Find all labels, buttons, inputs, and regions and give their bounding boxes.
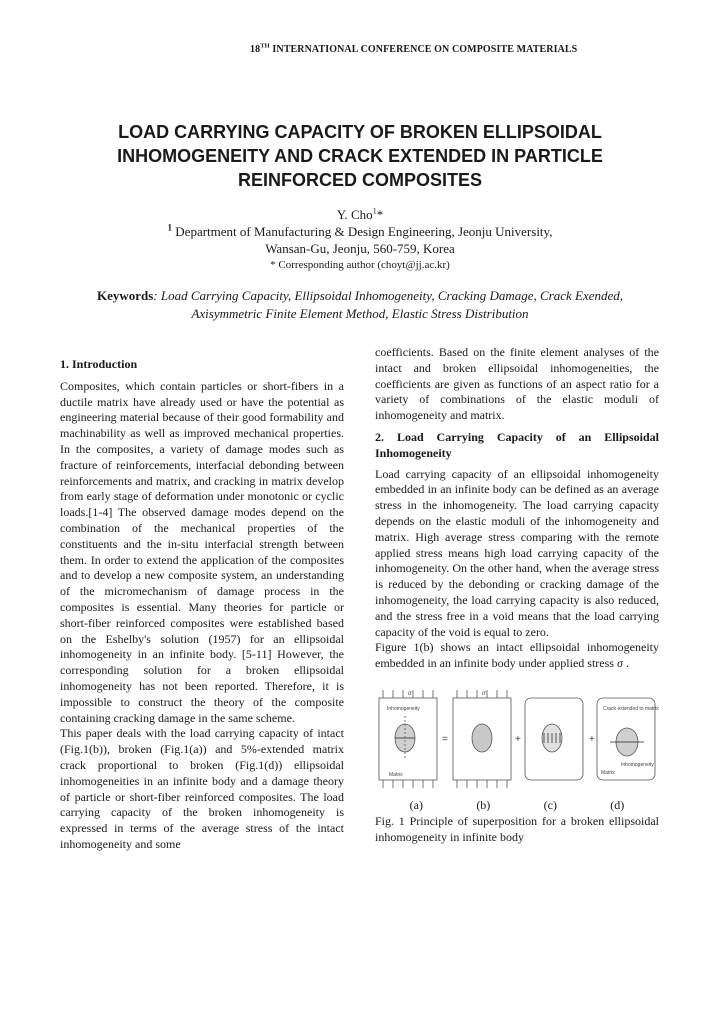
author-name-line — [60, 206, 660, 223]
affiliation-number: 1 — [167, 222, 173, 233]
intro-paragraph-2: This paper deals with the load carrying capacity of intact (Fig.1(b)), broken (Fig.1(a)) and 5%-extended matrix crack proportional to broken (Fig.1(d)) ellipsoidal inhomogeneities in an infinite body and a damage theory of particle or short-fiber reinforced composites. The load carrying capacity of the broken inhomogeneity is expressed in terms of the average stress of the intact inhomogeneity and some — [60, 726, 344, 851]
equals-sign: = — [442, 733, 448, 745]
panel-b-inhomogeneity — [472, 724, 492, 752]
author-name: Y. Cho — [336, 207, 373, 222]
author-superscript: 1 — [372, 206, 377, 216]
affiliation-text-1: Department of Manufacturing & Design Engineering, Jeonju University, — [172, 224, 553, 239]
sigma-label-a: σ — [408, 690, 412, 697]
section-2-paragraph-2 — [375, 640, 659, 672]
right-column — [375, 345, 659, 845]
panel-label-a: (a) — [409, 797, 423, 812]
plus-sign: + — [515, 733, 521, 745]
author-mark: * — [376, 207, 384, 222]
title-line-2: INHOMOGENEITY AND CRACK EXTENDED IN PARTICLE — [117, 146, 603, 166]
label-matrix-d: Matrix — [601, 769, 615, 776]
panel-label-b: (b) — [476, 797, 491, 812]
figure-caption: Fig. 1 Principle of superposition for a broken ellipsoidal inhomogeneity in infinite body — [375, 813, 659, 844]
label-inhomogeneity-d: Inhomogeneity — [621, 761, 654, 768]
intro-heading: 1. Introduction — [60, 357, 138, 371]
figure-1 — [375, 686, 659, 796]
header-number: 18 — [250, 44, 261, 55]
corresponding-author: * Corresponding author (choyt@jj.ac.kr) — [270, 259, 450, 271]
panel-label-d: (d) — [610, 797, 625, 812]
figure-panel-labels — [375, 798, 659, 814]
title-line-3: REINFORCED COMPOSITES — [237, 170, 483, 190]
plus-sign-2: + — [589, 733, 595, 745]
label-inhomogeneity: Inhomogeneity — [387, 705, 420, 712]
right-paragraph-1: coefficients. Based on the finite element analyses of the intact and broken ellipsoidal inhomogeneities, the coefficients are given as functions of an aspect ratio for a variety of combinations of the elastic moduli of inhomogeneity and matrix. — [375, 345, 659, 423]
section-2-paragraph-1: Load carrying capacity of an ellipsoidal inhomogeneity embedded in an infinite body can be defined as an average stress in the inhomogeneity. The load carrying capacity depends on the elastic moduli of the inhomogeneity and matrix. High average stress comparing with the remote applied stress means high load carrying capacity of the inhomogeneity. On the other hand, when the average stress is reduced by the debonding or cracking damage of the inhomogeneity, the load carrying capacity is also reduced, and the stress free in a void means that the load carrying capacity of the void is equal to zero. — [375, 466, 659, 639]
conference-header — [250, 44, 680, 55]
affiliation-line-2: Wansan-Gu, Jeonju, 560-759, Korea — [265, 241, 455, 256]
header-superscript: TH — [260, 42, 270, 50]
paper-title — [60, 120, 660, 192]
section-2-p2-text-b: . — [622, 656, 629, 671]
author-block — [60, 206, 660, 274]
title-line-1: LOAD CARRYING CAPACITY OF BROKEN ELLIPSOIDAL — [118, 122, 602, 142]
keywords — [95, 287, 625, 323]
sigma-label-b: σ — [482, 690, 486, 697]
section-2-p2-text-a: Figure 1(b) shows an intact ellipsoidal inhomogeneity embedded in an infinite body under applied stress — [375, 640, 659, 671]
intro-paragraph-1: Composites, which contain particles or short-fibers in a ductile matrix have already used or have the potential as engineering material because of their good formability and machinability as well as improved mechanical properties. In the composites, a variety of damage modes such as fracture of reinforcements, interfacial debonding between reinforcements and matrix, and cracking in matrix develop from early stage of deformation under monotonic or cyclic loads.[1-4] The observed damage modes depend on the combination of the mechanical properties of the constituents and the in-situ interfacial strength between them. In order to extend the application of the composites and to develop a new composite system, an understanding of the micromechanism of damage process in the composites is essential. Many theories for particle or short-fiber reinforced composites were established based on the Eshelby's solution (1957) for an ellipsoidal inhomogeneity in an infinite body. [5-11] However, the corresponding solution for a broken ellipsoidal inhomogeneity has not been reported. Therefore, it is impossible to construct the theory of the composite containing cracking damage in the same scheme. — [60, 378, 344, 725]
label-matrix: Matrix — [389, 771, 403, 778]
header-text: INTERNATIONAL CONFERENCE ON COMPOSITE MATERIALS — [269, 44, 578, 55]
label-crack-extended: Crack extended to matrix — [603, 705, 659, 712]
keywords-text: : Load Carrying Capacity, Ellipsoidal Inhomogeneity, Cracking Damage, Crack Exended, Axisymmetric Finite Element Method, Elastic Stress Distribution — [153, 288, 624, 321]
section-2-heading: 2. Load Carrying Capacity of an Ellipsoidal Inhomogeneity — [375, 429, 659, 460]
sigma-symbol: σ — [616, 656, 623, 671]
panel-label-c: (c) — [543, 797, 557, 812]
figure-1-diagram — [375, 686, 659, 796]
keywords-label: Keywords — [96, 288, 154, 303]
affiliation-line-1 — [60, 223, 660, 240]
left-column — [60, 345, 344, 853]
